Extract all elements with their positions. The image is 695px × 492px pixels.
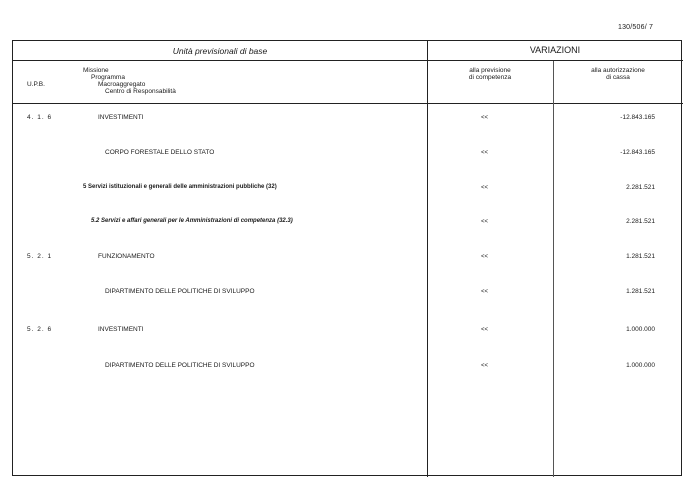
upb-code: 5. 2. 6 [27, 326, 53, 333]
previsione-value: << [481, 219, 489, 225]
hierarchy-missione: Missione [83, 67, 109, 74]
hierarchy-programma: Programma [91, 74, 125, 81]
row-description: FUNZIONAMENTO [98, 253, 155, 260]
cassa-value: 1.000.000 [626, 326, 655, 333]
hierarchy-macroaggregato: Macroaggregato [98, 81, 146, 88]
cassa-value: 1.281.521 [626, 288, 655, 295]
previsione-value: << [481, 115, 489, 121]
budget-table [12, 40, 682, 476]
unita-previsionali-title: Unità previsionali di base [172, 46, 268, 56]
upb-column-header: U.P.B. [27, 81, 45, 88]
row-description: INVESTIMENTI [98, 326, 144, 333]
previsione-value: << [481, 289, 489, 295]
row-description: DIPARTIMENTO DELLE POLITICHE DI SVILUPPO [105, 362, 255, 369]
cassa-value: 2.281.521 [626, 184, 655, 191]
cassa-value: 1.000.000 [626, 362, 655, 369]
header-divider [13, 60, 683, 61]
header-bottom-rule [13, 103, 683, 104]
previsione-value: << [481, 363, 489, 369]
previsione-value: << [481, 150, 489, 156]
cassa-value: -12.843.165 [620, 114, 655, 121]
previsione-value: << [481, 327, 489, 333]
row-description: INVESTIMENTI [98, 114, 144, 121]
page-reference: 130/506/ 7 [618, 24, 654, 31]
row-description: 5 Servizi istituzionali e generali delle amministrazioni pubbliche (32) [83, 184, 277, 190]
cassa-value: -12.843.165 [620, 149, 655, 156]
row-description: 5.2 Servizi e affari generali per le Amministrazioni di competenza (32.3) [91, 218, 293, 224]
variazioni-title: VARIAZIONI [529, 45, 581, 55]
variazioni-column-divider [427, 41, 428, 477]
upb-code: 4. 1. 6 [27, 114, 53, 121]
autorizzazione-cassa-header: alla autorizzazione di cassa [591, 67, 645, 81]
cassa-value: 2.281.521 [626, 218, 655, 225]
previsione-competenza-header: alla previsione di competenza [468, 67, 512, 81]
row-description: CORPO FORESTALE DELLO STATO [105, 149, 215, 156]
cassa-column-divider [553, 61, 554, 477]
hierarchy-centro-responsabilita: Centro di Responsabilità [105, 88, 176, 95]
upb-code: 5. 2. 1 [27, 253, 53, 260]
previsione-value: << [481, 185, 489, 191]
previsione-value: << [481, 254, 489, 260]
row-description: DIPARTIMENTO DELLE POLITICHE DI SVILUPPO [105, 288, 255, 295]
cassa-value: 1.281.521 [626, 253, 655, 260]
